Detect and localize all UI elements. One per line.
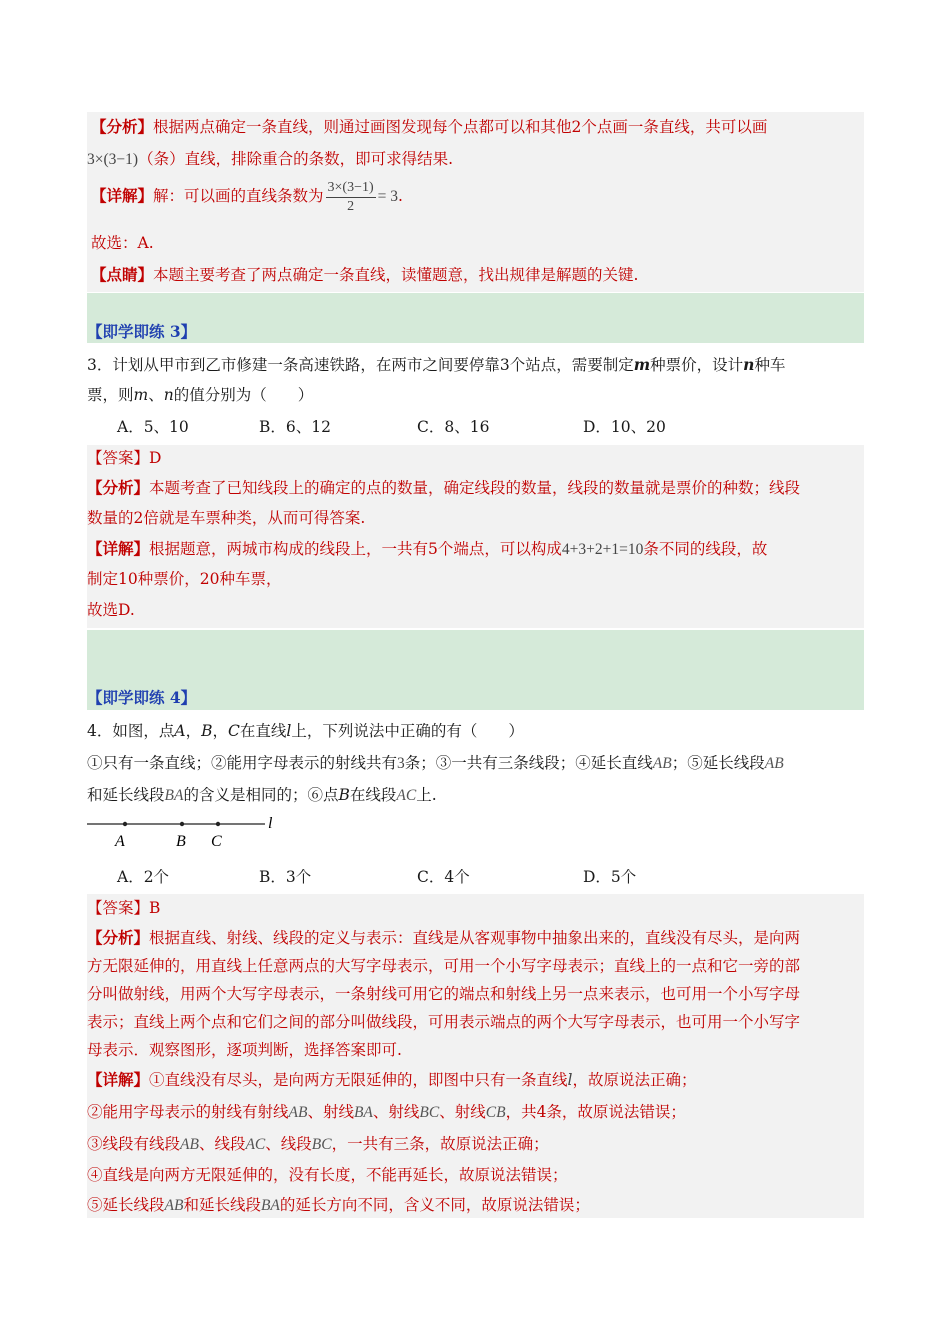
- practice-3-title: 【即学即练 3】: [87, 322, 197, 341]
- question-3-line-2: [87, 384, 313, 406]
- figure-label-b: B: [176, 833, 186, 850]
- q3-detail-expression: 4+3+2+1=10: [561, 541, 644, 558]
- q4-d1-l: l: [567, 1071, 573, 1089]
- note-tag: 【点睛】: [91, 265, 154, 284]
- practice-4-title: 【即学即练 4】: [87, 688, 197, 707]
- q4-analysis-tag: 【分析】: [87, 928, 150, 947]
- q4-detail-line-1: [87, 1069, 697, 1091]
- solution-block-2: [87, 112, 864, 292]
- detail-fraction: [326, 179, 376, 216]
- practice-4-header-band: [87, 630, 864, 710]
- question-4-line-3: [87, 784, 437, 807]
- q4-d2-ba: BA: [353, 1104, 373, 1121]
- q4-d3-end: ，一共有三条，故原说法正确；: [331, 1135, 549, 1153]
- q4-d3-text: ③线段有线段: [87, 1135, 181, 1153]
- q4-analysis-line-3: 分叫做射线，用两个大写字母表示，一条射线可用它的端点和射线上另一点来表示，也可用一个小写字母: [87, 985, 801, 1003]
- q4-d2-s3: 、射线: [439, 1103, 486, 1121]
- q4-option-c: C．4个: [417, 868, 470, 886]
- q4-d1-text: ①直线没有尽头，是向两方无限延伸的，即图中只有一条直线: [149, 1071, 568, 1089]
- q4-d3-ac: AC: [245, 1136, 266, 1153]
- detail-tag: 【详解】: [91, 186, 154, 205]
- q4-num-3: 3: [397, 755, 405, 772]
- detail-line: [91, 176, 403, 217]
- q4-text-h: 的含义是相同的；⑥点: [183, 786, 339, 804]
- q4-d2-ab: AB: [288, 1104, 308, 1121]
- q4-option-b: B．3个: [259, 868, 312, 886]
- q4-text-i: 在线段: [349, 786, 397, 804]
- analysis-line-2: [87, 148, 453, 171]
- solution-block-4: [87, 894, 864, 1218]
- q4-text-f: ；⑤延长线段: [671, 754, 765, 772]
- question-3: [87, 350, 864, 445]
- q3-text-b: 种票价，设计: [650, 356, 744, 374]
- q4-d5-ba: BA: [260, 1197, 280, 1214]
- q4-text-d: ①只有一条直线；②能用字母表示的射线共有: [87, 754, 398, 772]
- line-figure: [87, 812, 297, 858]
- q4-analysis-text-1: 根据直线、射线、线段的定义与表示：直线是从客观事物中抽象出来的，直线没有尽头，是向两: [149, 929, 801, 947]
- q4-d2-bc: BC: [419, 1104, 440, 1121]
- q4-text-b: 在直线: [239, 722, 287, 740]
- question-4-line-2: [87, 752, 784, 775]
- q4-d5-text: ⑤延长线段: [87, 1196, 165, 1214]
- point-b: B: [201, 722, 213, 740]
- fraction-denominator: 2: [347, 198, 355, 214]
- q4-detail-line-2: [87, 1101, 686, 1124]
- q3-answer: 【答案】D: [87, 449, 162, 467]
- q3-detail-line-2: 制定10种票价，20种车票，: [87, 570, 282, 588]
- q4-d2-end: ，共4条，故原说法错误；: [505, 1103, 686, 1121]
- question-4: [87, 712, 864, 892]
- note-text: 本题主要考查了两点确定一条直线，读懂题意，找出规律是解题的关键.: [153, 266, 639, 284]
- figure-label-a: A: [115, 833, 125, 850]
- note-line: [91, 264, 638, 286]
- q4-ba: BA: [164, 787, 184, 804]
- q4-d5-ab: AB: [164, 1197, 184, 1214]
- choose-line: 故选：A.: [91, 234, 154, 252]
- q4-comma-2: ，: [212, 722, 228, 740]
- q3-analysis-tag: 【分析】: [87, 478, 150, 497]
- q4-option-a: A．2个: [117, 868, 170, 886]
- point-a: A: [174, 722, 186, 740]
- q3-analysis-text: 本题考查了已知线段上的确定的点的数量，确定线段的数量，线段的数量就是票价的种数；线段: [149, 479, 801, 497]
- q3-detail-tag: 【详解】: [87, 539, 150, 558]
- q4-text-e: 条；③一共有三条线段；④延长直线: [404, 754, 653, 772]
- var-m: m: [633, 355, 651, 374]
- line-l: l: [286, 722, 292, 740]
- analysis-text-2: （条）直线，排除重合的条数，即可求得结果.: [138, 150, 453, 168]
- detail-result: = 3: [377, 188, 399, 205]
- q3-option-b: B．6、12: [259, 418, 331, 436]
- figure-point-a: [123, 822, 127, 826]
- fraction-numerator: 3×(3−1): [326, 179, 376, 198]
- q3-detail-text-b: 条不同的线段，故: [643, 540, 768, 558]
- q4-ab: AB: [652, 755, 672, 772]
- q3-detail-line-1: [87, 538, 767, 561]
- q3-option-a: A．5、10: [117, 418, 189, 436]
- q4-d2-s1: 、射线: [307, 1103, 354, 1121]
- question-3-line-1: [87, 354, 785, 376]
- q4-analysis-line-2: 方无限延伸的，用直线上任意两点的大写字母表示，可用一个小写字母表示；直线上的一点和它一旁的部: [87, 957, 801, 975]
- var-n-2: n: [163, 386, 174, 404]
- q4-d5-end: 的延长方向不同，含义不同，故原说法错误；: [279, 1196, 590, 1214]
- analysis-text: 根据两点确定一条直线，则通过画图发现每个点都可以和其他2个点画一条直线，共可以画: [153, 118, 768, 136]
- figure-label-l: l: [268, 815, 273, 832]
- q3-detail-text-a: 根据题意，两城市构成的线段上，一共有5个端点，可以构成: [149, 540, 562, 558]
- q4-d2-s2: 、射线: [372, 1103, 420, 1121]
- practice-3-header-band: [87, 293, 864, 343]
- analysis-expression: 3×(3−1): [87, 151, 139, 168]
- figure-label-c: C: [211, 833, 222, 850]
- q3-text-a: 3．计划从甲市到乙市修建一条高速铁路，在两市之间要停靠3个站点，需要制定: [87, 356, 634, 374]
- q4-analysis-line-5: 母表示．观察图形，逐项判断，选择答案即可.: [87, 1041, 402, 1059]
- detail-end: .: [398, 187, 403, 205]
- q3-option-c: C．8、16: [417, 418, 490, 436]
- q4-detail-line-4: ④直线是向两方无限延伸的，没有长度，不能再延长，故原说法错误；: [87, 1166, 568, 1184]
- q4-d2-text: ②能用字母表示的射线有射线: [87, 1103, 289, 1121]
- q3-detail-line-3: 故选D.: [87, 601, 135, 619]
- q4-text-c: 上，下列说法中正确的有（ ）: [291, 722, 524, 740]
- detail-text: 解：可以画的直线条数为: [153, 187, 324, 205]
- q4-d1-end: ，故原说法正确；: [572, 1071, 697, 1089]
- var-n: n: [743, 355, 755, 374]
- q4-detail-line-3: [87, 1133, 549, 1156]
- q3-option-d: D．10、20: [583, 418, 666, 436]
- q4-ab-2: AB: [764, 755, 784, 772]
- point-c: C: [228, 722, 240, 740]
- q4-point-b: B: [338, 786, 350, 804]
- question-4-line-1: [87, 720, 524, 742]
- q4-d3-s2: 、线段: [265, 1135, 312, 1153]
- q4-text-j: 上.: [416, 786, 437, 804]
- q3-text-e: 的值分别为（ ）: [173, 386, 314, 404]
- q3-text-c: 种车: [754, 356, 786, 374]
- q3-analysis-line-1: [87, 477, 800, 499]
- figure-point-c: [216, 822, 220, 826]
- q4-analysis-line-1: [87, 927, 800, 949]
- q4-d5-s: 和延长线段: [183, 1196, 261, 1214]
- q4-analysis-line-4: 表示；直线上两个点和它们之间的部分叫做线段，可用表示端点的两个大写字母表示，也可用一个小写字: [87, 1013, 801, 1031]
- var-m-2: m: [133, 386, 149, 404]
- q4-answer: 【答案】B: [87, 899, 161, 917]
- q4-ac: AC: [396, 787, 417, 804]
- solution-block-3: [87, 445, 864, 628]
- q4-d2-cb: CB: [485, 1104, 506, 1121]
- q3-analysis-line-2: 数量的2倍就是车票种类，从而可得答案.: [87, 509, 366, 527]
- q4-d3-bc: BC: [311, 1136, 332, 1153]
- q4-d3-s1: 、线段: [198, 1135, 246, 1153]
- q4-d3-ab: AB: [180, 1136, 199, 1153]
- figure-point-b: [180, 822, 184, 826]
- q4-detail-line-5: [87, 1194, 590, 1217]
- analysis-tag: 【分析】: [91, 117, 154, 136]
- q3-sep: 、: [148, 386, 164, 404]
- q4-option-d: D．5个: [583, 868, 637, 886]
- analysis-line-1: [91, 116, 767, 138]
- q4-detail-tag: 【详解】: [87, 1070, 150, 1089]
- q4-comma-1: ，: [185, 722, 202, 740]
- q4-text-a: 4．如图，点: [87, 722, 175, 740]
- q4-text-g: 和延长线段: [87, 786, 165, 804]
- q3-text-d: 票，则: [87, 386, 134, 404]
